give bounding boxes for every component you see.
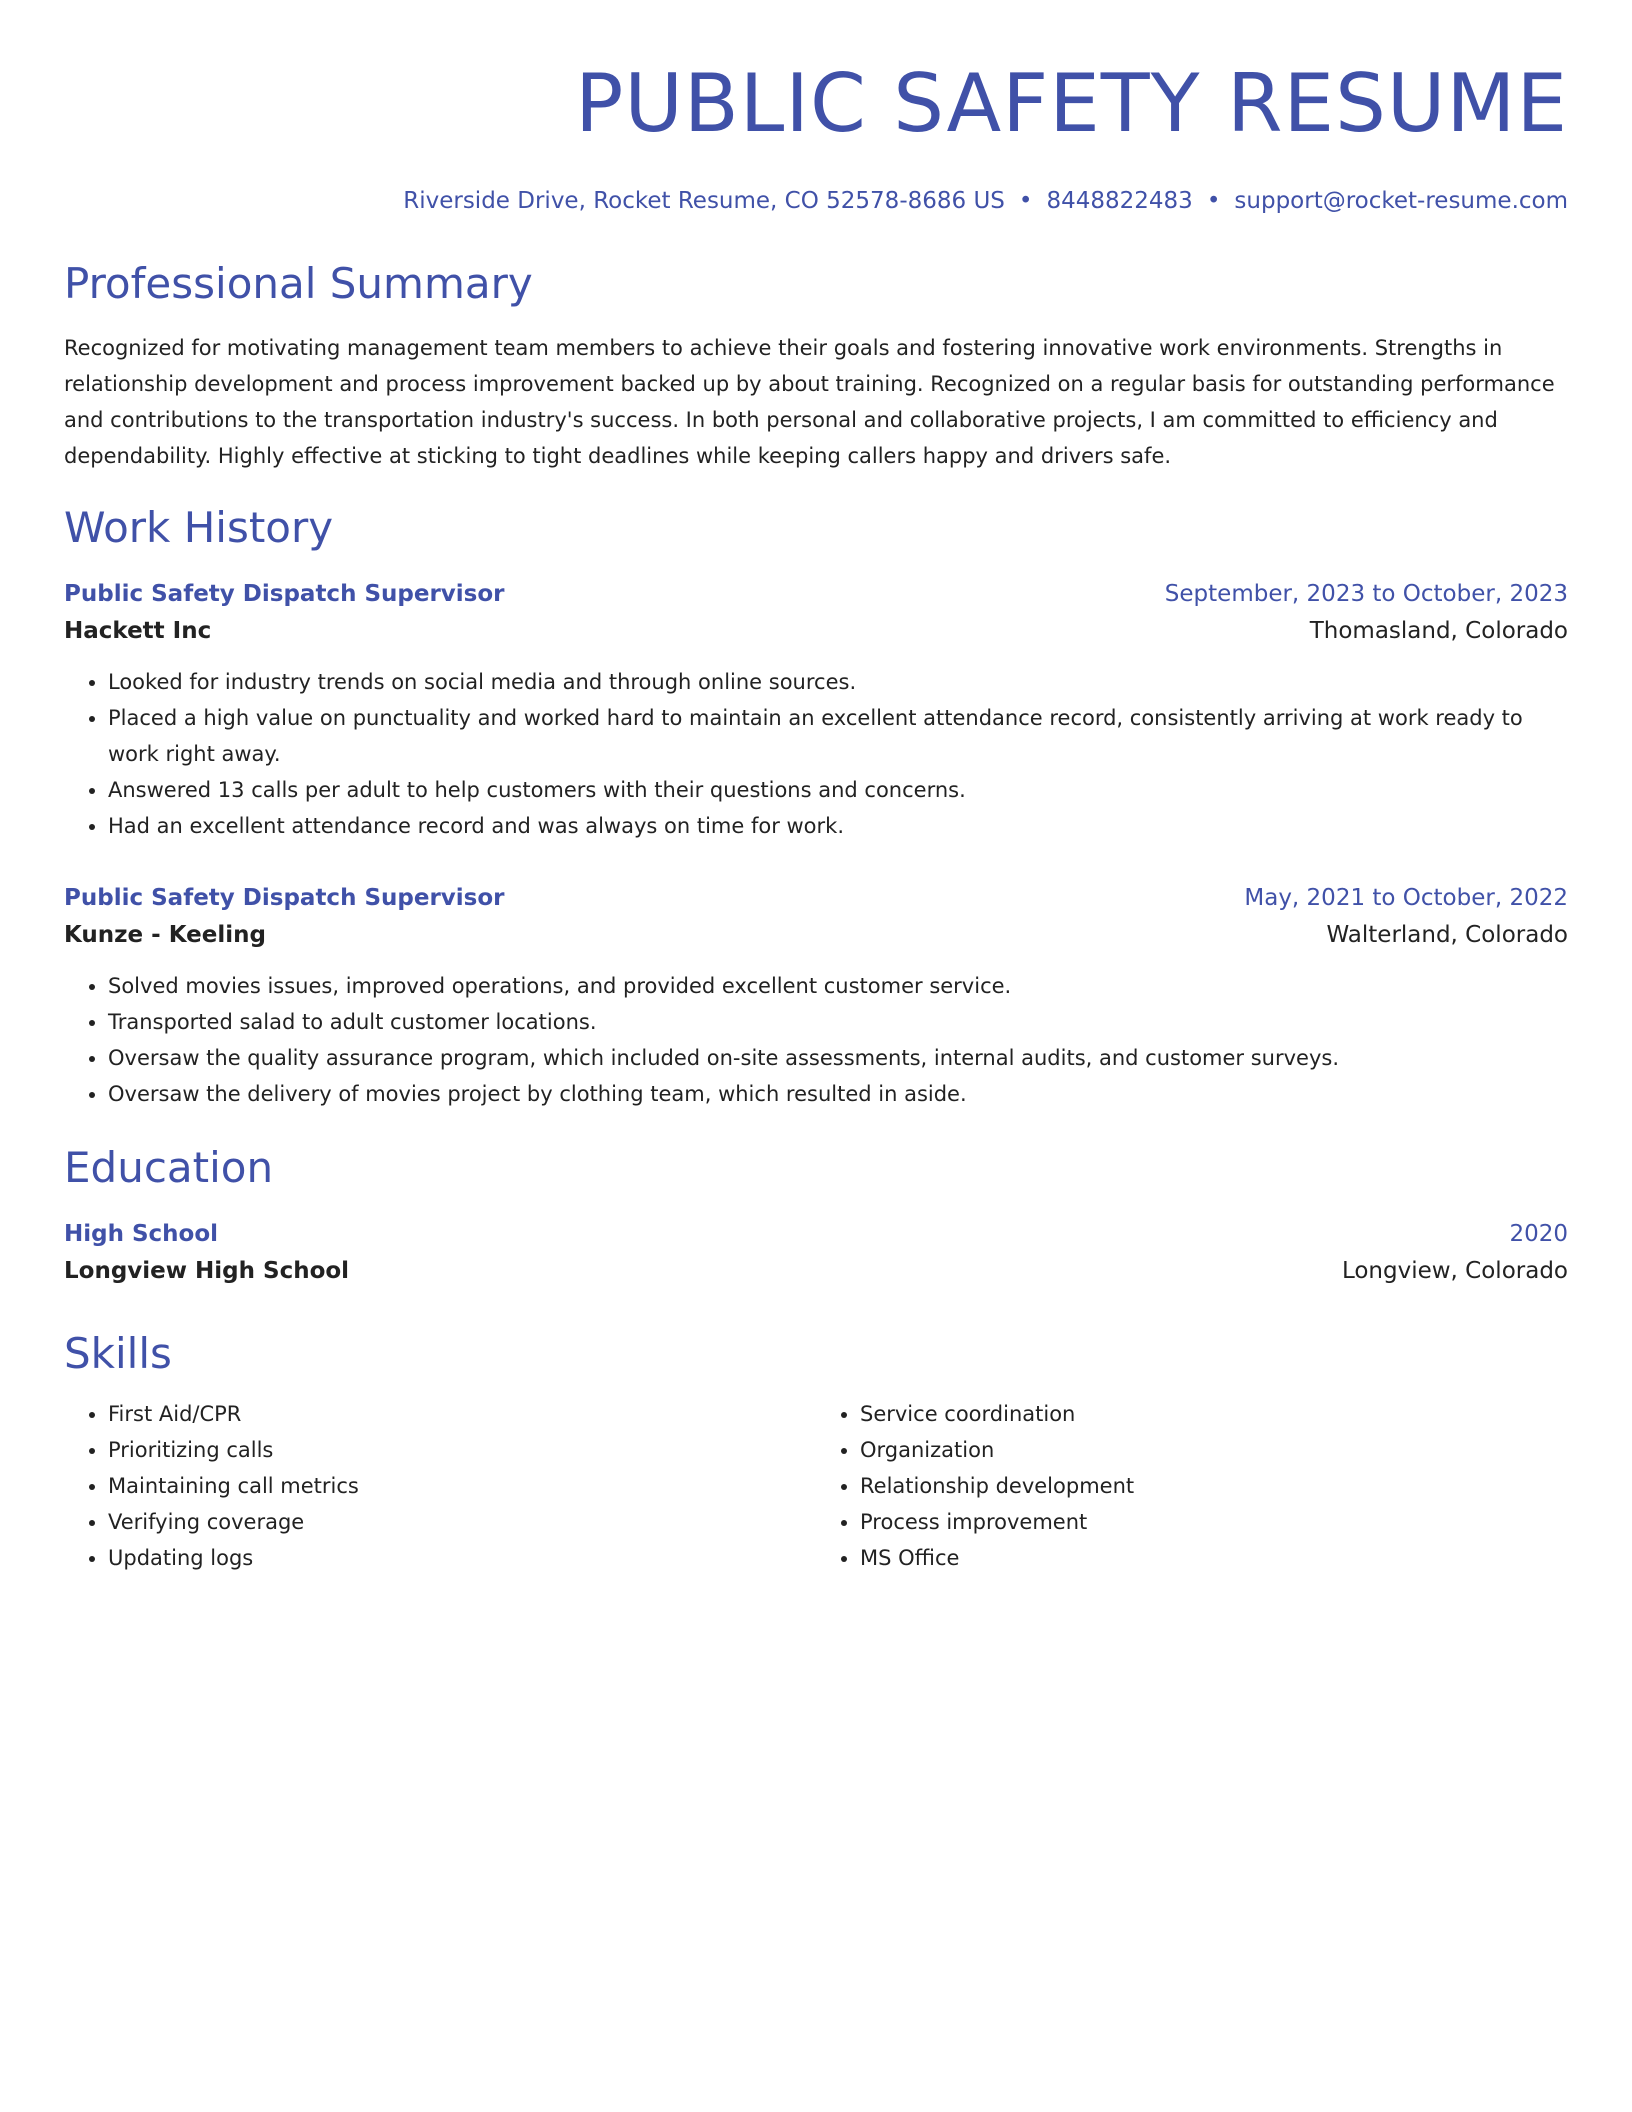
job-dates: September, 2023 to October, 2023 — [1164, 581, 1568, 607]
job-bullet: • Solved movies issues, improved operations, and provided excellent customer service. — [108, 968, 1568, 1004]
education-year: 2020 — [1509, 1221, 1568, 1247]
resume-name: PUBLIC SAFETY RESUME — [575, 57, 1568, 150]
education-location: Longview, Colorado — [1341, 1258, 1568, 1284]
job-bullet: • Oversaw the delivery of movies project by clothing team, which resulted in aside. — [108, 1076, 1568, 1112]
skill-item: • MS Office — [860, 1540, 1568, 1576]
section-title-education: Education — [64, 1143, 274, 1192]
contact-line — [64, 186, 1568, 216]
contact-phone: 8448822483 — [1046, 188, 1193, 214]
education-school-row — [64, 1252, 1568, 1290]
summary-text: Recognized for motivating management team members to achieve their goals and fostering innovative work environments. Strengths in relationship development and process improvement backed up by about training. Recognized on a regular basis for outstanding performance and contributions to the transportation industry's success. In both personal and collaborative projects, I am committed to efficiency and dependability. Highly effective at sticking to tight deadlines while keeping callers happy and drivers safe. — [64, 336, 1555, 468]
job-bullet: • Looked for industry trends on social media and through online sources. — [108, 664, 1568, 700]
education-school: Longview High School — [64, 1258, 350, 1284]
job-bullets — [64, 968, 1568, 1112]
contact-separator: • — [1018, 188, 1033, 214]
job-bullet: • Placed a high value on punctuality and worked hard to maintain an excellent attendance record, consistently arriving at work ready to work right away. — [108, 700, 1568, 772]
skills-list — [64, 1396, 1568, 1576]
job-title: Public Safety Dispatch Supervisor — [64, 581, 505, 607]
job-location: Walterland, Colorado — [1326, 922, 1568, 948]
skills-column-right — [816, 1396, 1568, 1576]
job-bullet: • Answered 13 calls per adult to help customers with their questions and concerns. — [108, 772, 1568, 808]
education-header-row — [64, 1216, 1568, 1252]
skill-item: • Prioritizing calls — [108, 1432, 816, 1468]
skill-item: • Service coordination — [860, 1396, 1568, 1432]
job-location: Thomasland, Colorado — [1309, 618, 1568, 644]
skills-column-left — [64, 1396, 816, 1576]
contact-email: support@rocket-resume.com — [1234, 188, 1568, 214]
job-bullets — [64, 664, 1568, 844]
job-employer-row — [64, 612, 1568, 650]
contact-address: Riverside Drive, Rocket Resume, CO 52578-8686 US — [403, 188, 1005, 214]
section-title-skills: Skills — [64, 1329, 172, 1378]
job-bullet: • Transported salad to adult customer locations. — [108, 1004, 1568, 1040]
job-bullet: • Had an excellent attendance record and was always on time for work. — [108, 808, 1568, 844]
skill-item: • Verifying coverage — [108, 1504, 816, 1540]
contact-separator: • — [1206, 188, 1221, 214]
job-header-row — [64, 880, 1568, 916]
skill-item: • First Aid/CPR — [108, 1396, 816, 1432]
job-employer: Kunze - Keeling — [64, 922, 266, 948]
education-degree: High School — [64, 1221, 219, 1247]
skill-item: • Organization — [860, 1432, 1568, 1468]
skill-item: • Updating logs — [108, 1540, 816, 1576]
job-employer: Hackett Inc — [64, 618, 212, 644]
section-title-summary: Professional Summary — [64, 259, 533, 308]
section-title-work-history: Work History — [64, 503, 334, 552]
job-employer-row — [64, 916, 1568, 954]
skill-item: • Maintaining call metrics — [108, 1468, 816, 1504]
job-entry — [64, 880, 1568, 1112]
education-entry — [64, 1216, 1568, 1290]
job-bullet: • Oversaw the quality assurance program, which included on-site assessments, internal audits, and customer surveys. — [108, 1040, 1568, 1076]
job-entry — [64, 576, 1568, 844]
job-title: Public Safety Dispatch Supervisor — [64, 885, 505, 911]
resume-header — [64, 56, 1568, 216]
job-header-row — [64, 576, 1568, 612]
skill-item: • Relationship development — [860, 1468, 1568, 1504]
skill-item: • Process improvement — [860, 1504, 1568, 1540]
job-dates: May, 2021 to October, 2022 — [1244, 885, 1568, 911]
